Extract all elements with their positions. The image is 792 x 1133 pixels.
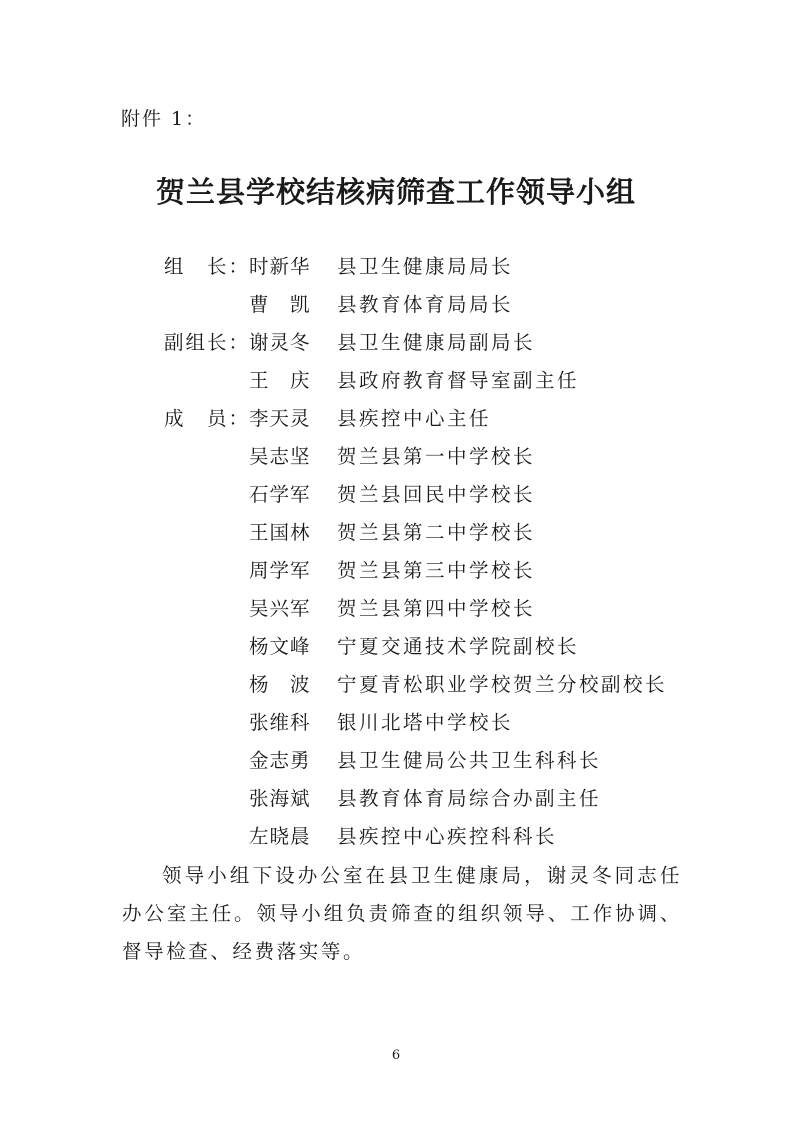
member-name: 张海斌 bbox=[249, 787, 311, 810]
member-title: 贺兰县第四中学校长 bbox=[337, 597, 536, 620]
member-title: 贺兰县第三中学校长 bbox=[337, 559, 536, 582]
member-name: 石学军 bbox=[249, 483, 311, 506]
member-role: 成 员： bbox=[164, 407, 251, 430]
member-title: 县卫生健康局局长 bbox=[337, 255, 514, 278]
member-title: 县疾控中心主任 bbox=[337, 407, 492, 430]
member-title: 贺兰县第二中学校长 bbox=[337, 521, 536, 544]
page-number: 6 bbox=[391, 1048, 401, 1063]
member-name: 左晓晨 bbox=[249, 825, 311, 848]
document-title: 贺兰县学校结核病筛查工作领导小组 bbox=[155, 175, 636, 209]
member-name: 杨 波 bbox=[249, 673, 311, 696]
member-name: 谢灵冬 bbox=[249, 331, 311, 354]
member-title: 县教育体育局局长 bbox=[337, 293, 514, 316]
member-name: 吴兴军 bbox=[249, 597, 311, 620]
member-name: 金志勇 bbox=[249, 749, 311, 772]
member-role: 组 长： bbox=[164, 255, 251, 278]
member-name: 王国林 bbox=[249, 521, 311, 544]
member-title: 贺兰县第一中学校长 bbox=[337, 445, 536, 468]
member-name: 时新华 bbox=[249, 255, 311, 278]
member-title: 宁夏交通技术学院副校长 bbox=[337, 635, 580, 658]
member-name: 周学军 bbox=[249, 559, 311, 582]
member-title: 县教育体育局综合办副主任 bbox=[337, 787, 602, 810]
member-title: 宁夏青松职业学校贺兰分校副校长 bbox=[337, 673, 668, 696]
member-name: 杨文峰 bbox=[249, 635, 311, 658]
member-name: 曹 凯 bbox=[249, 293, 311, 316]
member-name: 吴志坚 bbox=[249, 445, 311, 468]
office-paragraph: 领导小组下设办公室在县卫生健康局，谢灵冬同志任办公室主任。领导小组负责筛查的组织领导、工作协调、督导检查、经费落实等。 bbox=[122, 864, 682, 963]
member-title: 银川北塔中学校长 bbox=[337, 711, 514, 734]
member-title: 贺兰县回民中学校长 bbox=[337, 483, 536, 506]
member-name: 张维科 bbox=[249, 711, 311, 734]
member-name: 李天灵 bbox=[249, 407, 311, 430]
member-title: 县卫生健局公共卫生科科长 bbox=[337, 749, 602, 772]
member-title: 县疾控中心疾控科科长 bbox=[337, 825, 558, 848]
member-title: 县政府教育督导室副主任 bbox=[337, 369, 580, 392]
member-role: 副组长： bbox=[164, 331, 251, 354]
attachment-label: 附件 1： bbox=[121, 108, 207, 130]
member-name: 王 庆 bbox=[249, 369, 311, 392]
member-title: 县卫生健康局副局长 bbox=[337, 331, 536, 354]
